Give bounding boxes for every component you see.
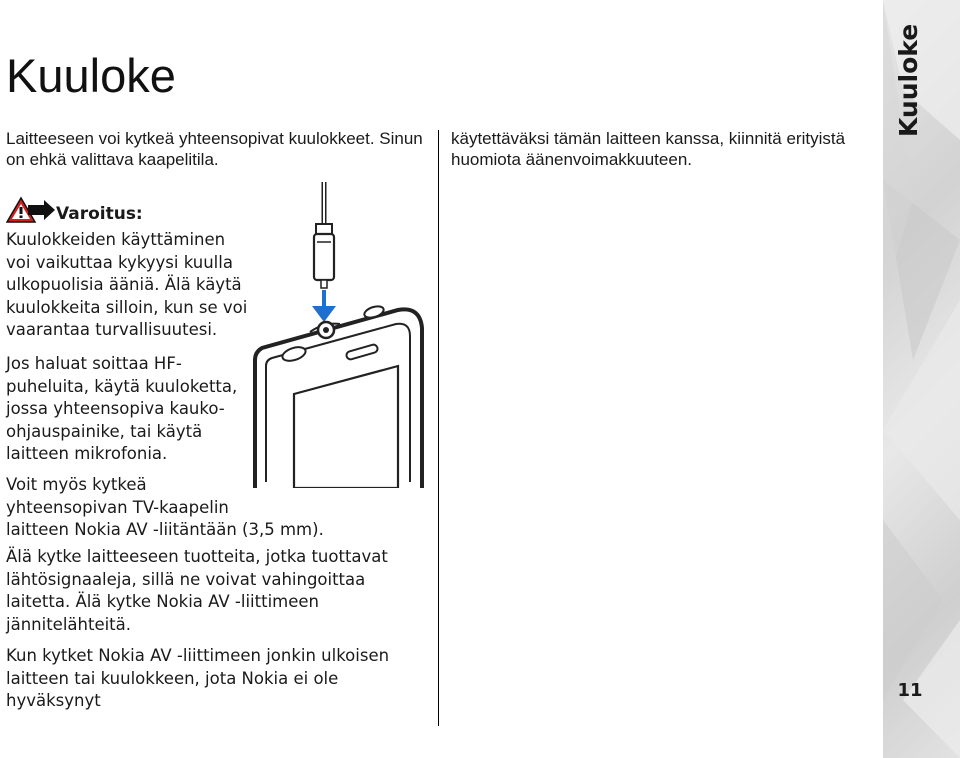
side-title: Kuuloke xyxy=(894,23,923,137)
intro-text: Laitteeseen voi kytkeä yhteensopivat kuulokkeet. Sinun on ehkä valittava kaapelitila. xyxy=(6,129,423,169)
right-column-text: käytettäväksi tämän laitteen kanssa, kiinnitä erityistä huomiota äänenvoimakkuuteen. xyxy=(451,129,846,169)
headset-plug-illustration xyxy=(250,182,435,488)
output-signal-paragraph: Älä kytke laitteeseen tuotteita, jotka tuottavat lähtösignaaleja, sillä ne voivat vahingoittaa laitetta. Älä kytke Nokia AV -liittimeen jännitelähteitä. xyxy=(6,547,388,634)
tv-cable-paragraph: Voit myös kytkeä yhteensopivan TV-kaapelin xyxy=(6,475,229,517)
page-title: Kuuloke xyxy=(6,49,176,102)
tv-cable-paragraph-cont: laitteen Nokia AV -liitäntään (3,5 mm). xyxy=(6,520,324,539)
external-device-paragraph: Kun kytket Nokia AV -liittimeen jonkin ulkoisen laitteen tai kuulokkeen, jota Nokia ei ole hyväksynyt xyxy=(6,646,390,711)
handsfree-paragraph: Jos haluat soittaa HF-puheluita, käytä kuuloketta, jossa yhteensopiva kauko-ohjauspainike, tai käytä laitteen mikrofonia. xyxy=(6,354,238,464)
warning-label: Varoitus: xyxy=(56,204,143,224)
page-number: 11 xyxy=(897,680,923,701)
column-divider xyxy=(438,130,439,726)
warning-text: Kuulokkeiden käyttäminen voi vaikuttaa kykyysi kuulla ulkopuolisia ääniä. Älä käytä kuulokkeita silloin, kun se voi vaarantaa turvallisuutesi. xyxy=(6,230,248,340)
warning-icon xyxy=(6,196,56,224)
